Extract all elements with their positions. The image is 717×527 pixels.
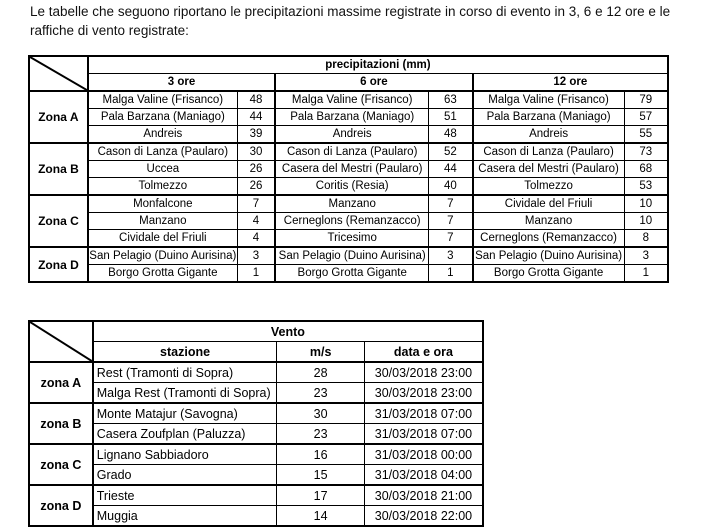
table-row bbox=[29, 265, 668, 283]
table-row bbox=[29, 247, 668, 265]
station-name: Muggia bbox=[93, 506, 277, 527]
period-header: 12 ore bbox=[473, 74, 668, 92]
precipitation-value: 1 bbox=[624, 265, 668, 283]
station-name: Cerneglons (Remanzacco) bbox=[275, 213, 429, 230]
wind-column-header: m/s bbox=[277, 342, 365, 363]
precipitation-value: 48 bbox=[237, 91, 275, 109]
datetime-value: 30/03/2018 23:00 bbox=[364, 383, 483, 404]
station-name: Tolmezzo bbox=[473, 178, 625, 196]
precipitation-value: 3 bbox=[237, 247, 275, 265]
datetime-value: 30/03/2018 22:00 bbox=[364, 506, 483, 527]
precipitation-value: 68 bbox=[624, 161, 668, 178]
corner-diagonal bbox=[29, 56, 88, 91]
wind-speed-value: 15 bbox=[277, 465, 365, 486]
station-name: Cason di Lanza (Paularo) bbox=[473, 143, 625, 161]
wind-speed-value: 30 bbox=[277, 403, 365, 424]
station-name: Borgo Grotta Gigante bbox=[275, 265, 429, 283]
wind-speed-value: 17 bbox=[277, 485, 365, 506]
precipitation-value: 51 bbox=[429, 109, 473, 126]
station-name: Coritis (Resia) bbox=[275, 178, 429, 196]
precipitation-value: 48 bbox=[429, 126, 473, 144]
datetime-value: 31/03/2018 07:00 bbox=[364, 424, 483, 445]
station-name: Pala Barzana (Maniago) bbox=[88, 109, 237, 126]
table-row bbox=[29, 424, 483, 445]
table-row bbox=[29, 213, 668, 230]
precipitation-value: 44 bbox=[237, 109, 275, 126]
station-name: Cerneglons (Remanzacco) bbox=[473, 230, 625, 248]
station-name: Cividale del Friuli bbox=[473, 195, 625, 213]
precipitation-value: 73 bbox=[624, 143, 668, 161]
precipitation-value: 39 bbox=[237, 126, 275, 144]
station-name: Manzano bbox=[275, 195, 429, 213]
zone-label: zona A bbox=[29, 362, 93, 403]
station-name: San Pelagio (Duino Aurisina) bbox=[473, 247, 625, 265]
station-name: Tolmezzo bbox=[88, 178, 237, 196]
wind-title: Vento bbox=[93, 321, 483, 342]
station-name: Borgo Grotta Gigante bbox=[88, 265, 237, 283]
period-header: 3 ore bbox=[88, 74, 275, 92]
station-name: Trieste bbox=[93, 485, 277, 506]
wind-speed-value: 23 bbox=[277, 383, 365, 404]
station-name: Monfalcone bbox=[88, 195, 237, 213]
precipitation-value: 40 bbox=[429, 178, 473, 196]
wind-speed-value: 14 bbox=[277, 506, 365, 527]
table-row bbox=[29, 91, 668, 109]
precipitation-value: 10 bbox=[624, 213, 668, 230]
precipitation-value: 26 bbox=[237, 178, 275, 196]
station-name: Borgo Grotta Gigante bbox=[473, 265, 625, 283]
precipitation-value: 63 bbox=[429, 91, 473, 109]
wind-table bbox=[28, 320, 484, 527]
precipitation-value: 1 bbox=[429, 265, 473, 283]
table-row bbox=[29, 362, 483, 383]
station-name: Pala Barzana (Maniago) bbox=[473, 109, 625, 126]
zone-label: Zona B bbox=[29, 143, 88, 195]
station-name: Malga Valine (Frisanco) bbox=[88, 91, 237, 109]
precipitation-value: 30 bbox=[237, 143, 275, 161]
precipitation-value: 55 bbox=[624, 126, 668, 144]
precipitation-value: 52 bbox=[429, 143, 473, 161]
datetime-value: 30/03/2018 23:00 bbox=[364, 362, 483, 383]
station-name: Lignano Sabbiadoro bbox=[93, 444, 277, 465]
precipitation-value: 3 bbox=[429, 247, 473, 265]
precipitation-value: 10 bbox=[624, 195, 668, 213]
table-row bbox=[29, 465, 483, 486]
table-row bbox=[29, 506, 483, 527]
station-name: Casera del Mestri (Paularo) bbox=[473, 161, 625, 178]
datetime-value: 31/03/2018 00:00 bbox=[364, 444, 483, 465]
datetime-value: 30/03/2018 21:00 bbox=[364, 485, 483, 506]
table-row bbox=[29, 126, 668, 144]
zone-label: zona B bbox=[29, 403, 93, 444]
precipitation-value: 26 bbox=[237, 161, 275, 178]
precipitation-value: 7 bbox=[429, 213, 473, 230]
diagonal-line-icon bbox=[30, 322, 92, 361]
table-row bbox=[29, 195, 668, 213]
precipitation-value: 3 bbox=[624, 247, 668, 265]
station-name: Pala Barzana (Maniago) bbox=[275, 109, 429, 126]
station-name: Rest (Tramonti di Sopra) bbox=[93, 362, 277, 383]
station-name: Uccea bbox=[88, 161, 237, 178]
precipitation-value: 1 bbox=[237, 265, 275, 283]
precipitation-value: 57 bbox=[624, 109, 668, 126]
zone-label: zona C bbox=[29, 444, 93, 485]
wind-speed-value: 28 bbox=[277, 362, 365, 383]
intro-text: Le tabelle che seguono riportano le precipitazioni massime registrate in corso di evento in 3, 6 e 12 ore e le raffiche di vento registrate: bbox=[30, 4, 671, 38]
station-name: San Pelagio (Duino Aurisina) bbox=[88, 247, 237, 265]
datetime-value: 31/03/2018 04:00 bbox=[364, 465, 483, 486]
precipitation-value: 4 bbox=[237, 230, 275, 248]
station-name: San Pelagio (Duino Aurisina) bbox=[275, 247, 429, 265]
precipitation-value: 8 bbox=[624, 230, 668, 248]
zone-label: Zona C bbox=[29, 195, 88, 247]
zone-label: Zona D bbox=[29, 247, 88, 282]
station-name: Casera Zoufplan (Paluzza) bbox=[93, 424, 277, 445]
precipitation-table bbox=[28, 55, 669, 283]
station-name: Andreis bbox=[275, 126, 429, 144]
table-row bbox=[29, 444, 483, 465]
corner-diagonal bbox=[29, 321, 93, 362]
wind-column-header: data e ora bbox=[364, 342, 483, 363]
station-name: Casera del Mestri (Paularo) bbox=[275, 161, 429, 178]
station-name: Malga Valine (Frisanco) bbox=[275, 91, 429, 109]
diagonal-line-icon bbox=[30, 57, 87, 90]
precipitation-value: 53 bbox=[624, 178, 668, 196]
station-name: Manzano bbox=[473, 213, 625, 230]
station-name: Cividale del Friuli bbox=[88, 230, 237, 248]
precipitation-value: 7 bbox=[429, 195, 473, 213]
station-name: Andreis bbox=[88, 126, 237, 144]
zone-label: Zona A bbox=[29, 91, 88, 143]
station-name: Tricesimo bbox=[275, 230, 429, 248]
wind-column-header: stazione bbox=[93, 342, 277, 363]
station-name: Cason di Lanza (Paularo) bbox=[275, 143, 429, 161]
precipitation-value: 7 bbox=[429, 230, 473, 248]
datetime-value: 31/03/2018 07:00 bbox=[364, 403, 483, 424]
table-row bbox=[29, 383, 483, 404]
station-name: Cason di Lanza (Paularo) bbox=[88, 143, 237, 161]
precipitation-value: 4 bbox=[237, 213, 275, 230]
station-name: Monte Matajur (Savogna) bbox=[93, 403, 277, 424]
table-row bbox=[29, 403, 483, 424]
table-row bbox=[29, 161, 668, 178]
station-name: Malga Rest (Tramonti di Sopra) bbox=[93, 383, 277, 404]
table-row bbox=[29, 178, 668, 196]
station-name: Grado bbox=[93, 465, 277, 486]
zone-label: zona D bbox=[29, 485, 93, 526]
table-row bbox=[29, 109, 668, 126]
station-name: Malga Valine (Frisanco) bbox=[473, 91, 625, 109]
table-row bbox=[29, 230, 668, 248]
table-row bbox=[29, 143, 668, 161]
precipitation-value: 7 bbox=[237, 195, 275, 213]
precipitation-value: 44 bbox=[429, 161, 473, 178]
wind-speed-value: 23 bbox=[277, 424, 365, 445]
period-header: 6 ore bbox=[275, 74, 472, 92]
wind-speed-value: 16 bbox=[277, 444, 365, 465]
precipitation-title: precipitazioni (mm) bbox=[88, 56, 668, 74]
station-name: Manzano bbox=[88, 213, 237, 230]
table-row bbox=[29, 485, 483, 506]
precipitation-value: 79 bbox=[624, 91, 668, 109]
station-name: Andreis bbox=[473, 126, 625, 144]
